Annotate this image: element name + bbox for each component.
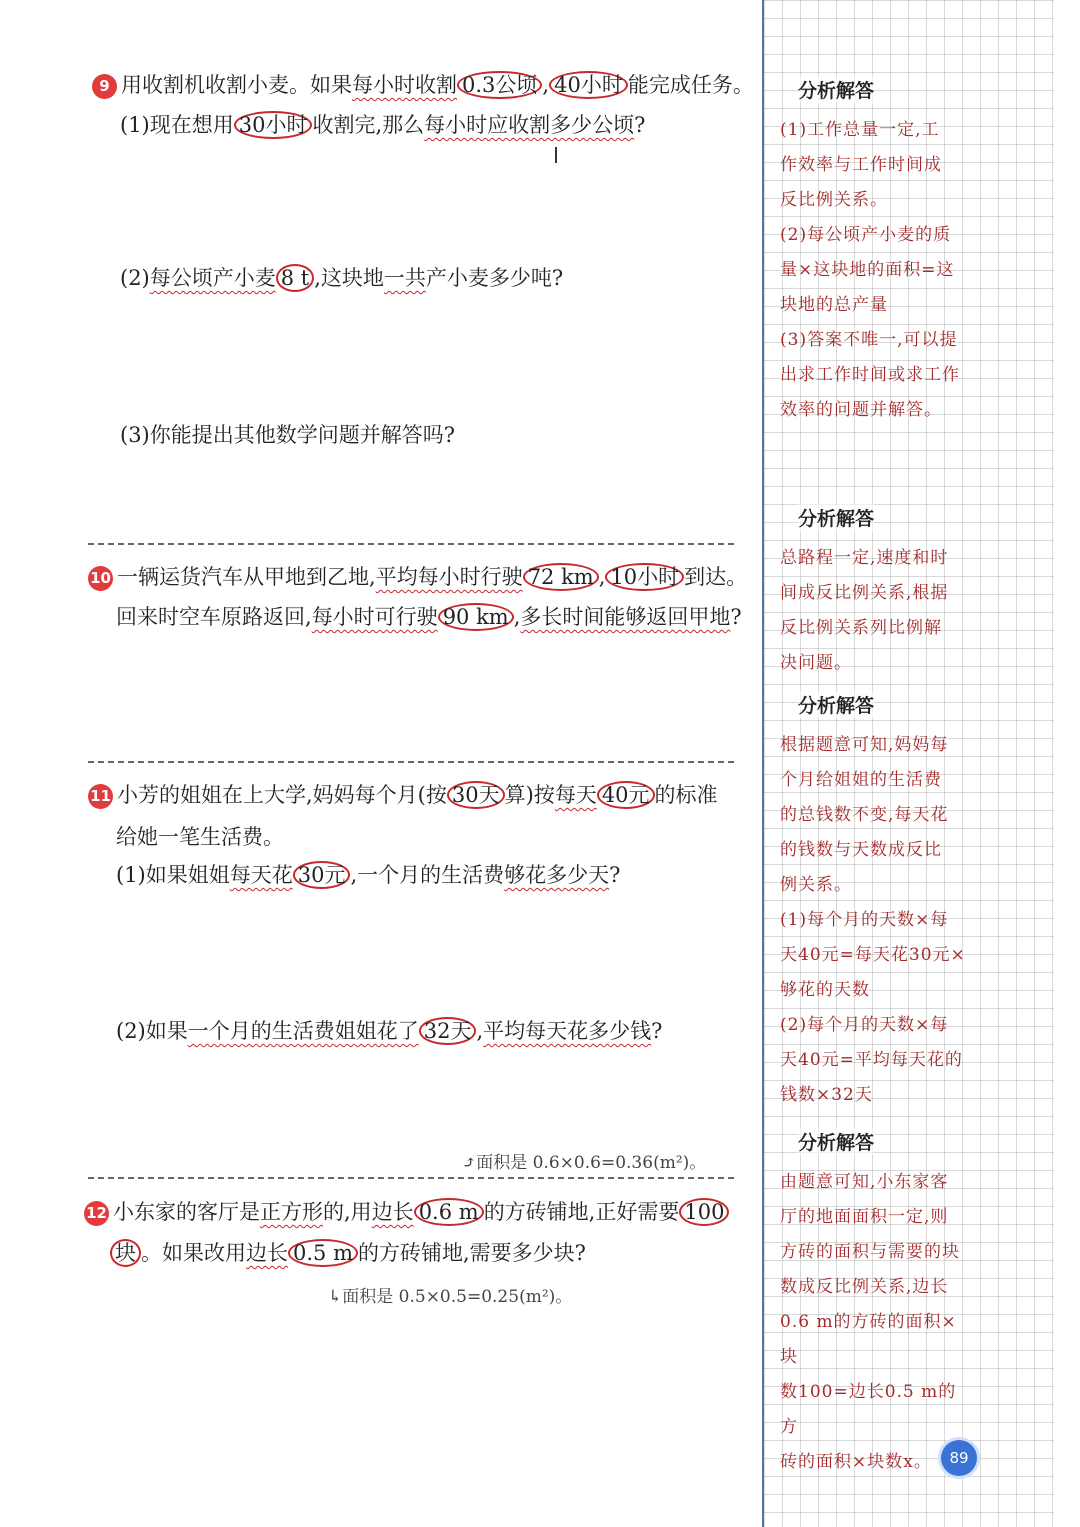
text-cursor (555, 147, 557, 163)
q12-line2: 块 。如果改用边长 0.5 m 的方砖铺地,需要多少块? (110, 1238, 586, 1268)
analysis-text-q12: 由题意可知,小东家客 厅的地面面积一定,则 方砖的面积与需要的块 数成反比例关系,边长 0.6 m的方砖的面积×块 数100=边长0.5 m的方 砖的面积×块数x。 (780, 1172, 960, 1472)
q10-stem: 10 一辆运货汽车从甲地到乙地,平均每小时行驶 72 km , 10小时 到达。 (88, 562, 747, 592)
analysis-text-q9: (1)工作总量一定,工 作效率与工作时间成 反比例关系。 (2)每公顷产小麦的质 量×这块地的面积=这 块地的总产量 (3)答案不唯一,可以提 出求工作时间或求工作 效率的问题并解答。 (780, 120, 960, 420)
q10-number: 10 (88, 566, 113, 591)
divider (88, 543, 734, 545)
page-number-badge: 89 (941, 1440, 977, 1476)
q9-stem: 9 用收割机收割小麦。如果每小时收割 0.3公顷 , 40小时 能完成任务。 (92, 70, 754, 100)
q9-part3: (3)你能提出其他数学问题并解答吗? (120, 423, 456, 447)
q12-stem: 12 小东家的客厅是正方形的,用边长 0.6 m 的方砖铺地,正好需要 100 (84, 1197, 729, 1227)
q11-stem: 11 小芳的姐姐在上大学,妈妈每个月(按 30天 算)按每天 40元 的标准 (88, 780, 718, 810)
q12-number: 12 (84, 1201, 109, 1226)
analysis-text-q11: 根据题意可知,妈妈每 个月给姐姐的生活费 的总钱数不变,每天花 的钱数与天数成反比 例关系。 (1)每个月的天数×每 天40元=每天花30元× 够花的天数 (2)每个月的天数×每 天40元=平均每天花的 钱数×32天 (780, 735, 966, 1105)
analysis-text-q10: 总路程一定,速度和时 间成反比例关系,根据 反比例关系列比例解 决问题。 (780, 548, 949, 673)
q9-number: 9 (92, 74, 117, 99)
divider (88, 761, 734, 763)
q11-line2: 给她一笔生活费。 (116, 825, 284, 849)
analysis-heading: 分析解答 (798, 691, 874, 718)
analysis-heading: 分析解答 (798, 504, 874, 531)
q9-part1: (1)现在想用 30小时 收割完,那么每小时应收割多少公顷? (120, 113, 646, 137)
q10-line2: 回来时空车原路返回,每小时可行驶 90 km ,多长时间能够返回甲地? (116, 605, 742, 629)
q11-number: 11 (88, 784, 113, 809)
analysis-heading: 分析解答 (798, 76, 874, 103)
analysis-heading: 分析解答 (798, 1128, 874, 1155)
annotation-area-05: ↳面积是 0.5×0.5=0.25(m²)。 (328, 1287, 573, 1307)
q11-part1: (1)如果姐姐每天花 30元 ,一个月的生活费够花多少天? (116, 863, 621, 887)
divider (88, 1177, 734, 1179)
annotation-area-06: ⤴面积是 0.6×0.6=0.36(m²)。 (462, 1153, 707, 1173)
q9-circle-time: 40小时 (549, 71, 628, 99)
q9-circle-rate: 0.3公顷 (457, 71, 542, 99)
q9-part2: (2)每公顷产小麦 8 t ,这块地一共产小麦多少吨? (120, 266, 564, 290)
q11-part2: (2)如果一个月的生活费姐姐花了 32天 ,平均每天花多少钱? (116, 1019, 663, 1043)
